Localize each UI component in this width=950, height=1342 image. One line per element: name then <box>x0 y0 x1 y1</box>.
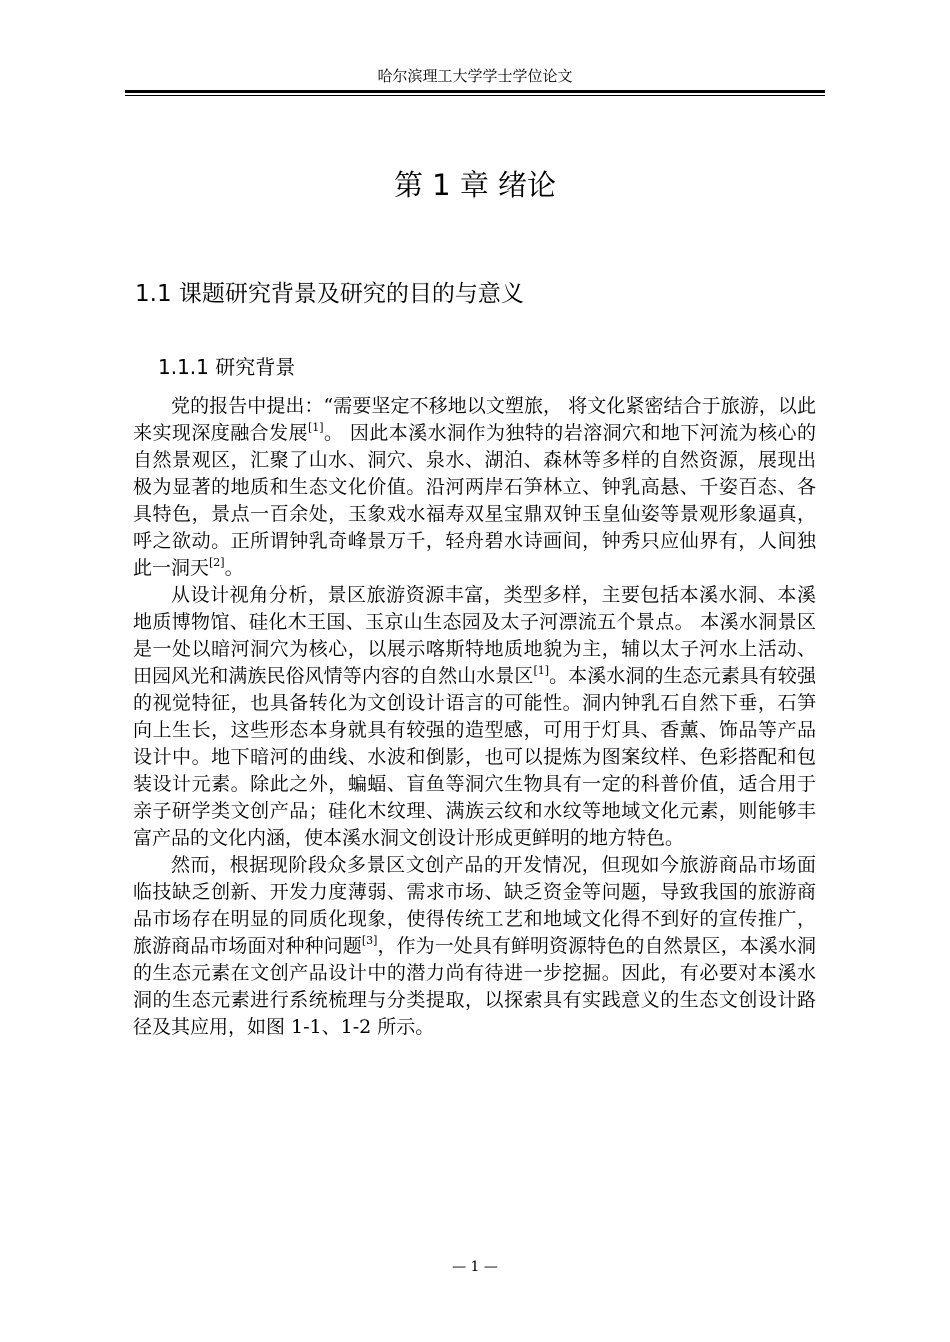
citation-marker: [1] <box>533 664 550 677</box>
citation-marker: [1] <box>307 421 324 434</box>
paragraph-text: 党的报告中提出：“需要坚定不移地以文塑旅， 将文化紧密结合于旅游，以此来实现深度融合发展 <box>133 395 816 444</box>
paragraph-text: 。本溪水洞的生态元素具有较强的视觉特征，也具备转化为文创设计语言的可能性。洞内钟乳石自然下垂，石笋向上生长，这些形态本身就具有较强的造型感，可用于灯具、香薰、饰品等产品设计中。地下暗河的曲线、水波和倒影，也可以提炼为图案纹样、色彩搭配和包装设计元素。除此之外，蝙蝠、盲鱼等洞穴生物具有一定的科普价值，适合用于亲子研学类文创产品；硅化木纹理、满族云纹和水纹等地域文化元素，则能够丰富产品的文化内涵，使本溪水洞文创设计形成更鲜明的地方特色。 <box>133 665 816 849</box>
chapter-title: 第 1 章 绪论 <box>393 168 557 202</box>
running-header: 哈尔滨理工大学学士学位论文 <box>377 67 573 85</box>
body-paragraph <box>133 582 816 852</box>
page-number: — 1 — <box>452 1259 498 1275</box>
body-paragraph <box>133 852 816 1041</box>
paragraph-text: ，作为一处具有鲜明资源特色的自然景区，本溪水洞的生态元素在文创产品设计中的潜力尚有待进一步挖掘。因此，有必要对本溪水洞的生态元素进行系统梳理与分类提取，以探索具有实践意义的生态文创设计路径及其应用，如图 1-1、1-2 所示。 <box>133 935 816 1038</box>
paragraph-text: 。 <box>224 557 244 579</box>
paragraph-text: 然而，根据现阶段众多景区文创产品的开发情况，但现如今旅游商品市场面临技缺乏创新、开发力度薄弱、需求市场、缺乏资金等问题，导致我国的旅游商品市场存在明显的同质化现象，使得传统工艺和地域文化得不到好的宣传推广，旅游商品市场面对种种问题 <box>133 854 816 957</box>
subsection-title: 1.1.1 研究背景 <box>158 355 296 379</box>
paragraph-text: 从设计视角分析，景区旅游资源丰富，类型多样，主要包括本溪水洞、本溪地质博物馆、硅化木王国、玉京山生态园及太子河漂流五个景点。 本溪水洞景区是一处以暗河洞穴为核心，以展示喀斯特地质地貌为主，辅以太子河水上活动、田园风光和满族民俗风情等内容的自然山水景区 <box>133 584 816 687</box>
header-rule <box>125 90 825 93</box>
citation-marker: [2] <box>209 556 225 569</box>
body-paragraph <box>133 393 816 582</box>
paragraph-text: 。 因此本溪水洞作为独特的岩溶洞穴和地下河流为核心的自然景观区，汇聚了山水、洞穴、泉水、湖泊、森林等多样的自然资源，展现出极为显著的地质和生态文化价值。沿河两岸石笋林立、钟乳高悬、千姿百态、各具特色，景点一百余处，玉象戏水福寿双星宝鼎双钟玉皇仙姿等景观形象逼真，呼之欲动。正所谓钟乳奇峰景万千，轻舟碧水诗画间，钟秀只应仙界有，人间独此一洞天 <box>133 422 816 579</box>
citation-marker: [3] <box>361 934 378 947</box>
body-text <box>133 393 816 1041</box>
header-rule-thin <box>125 95 825 96</box>
section-title: 1.1 课题研究背景及研究的目的与意义 <box>135 281 524 307</box>
